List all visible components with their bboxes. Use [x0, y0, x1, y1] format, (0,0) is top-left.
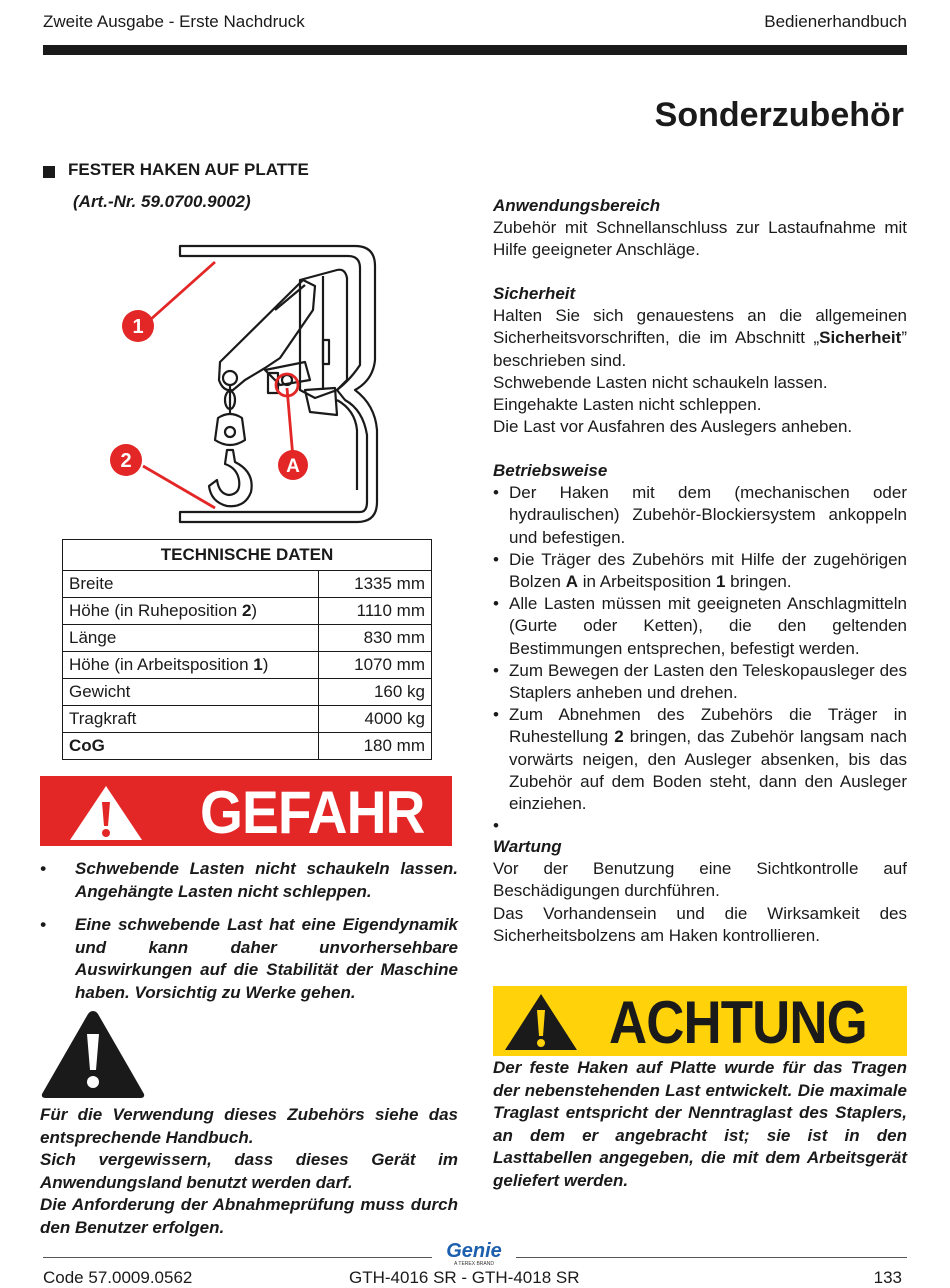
table-value: 4000 kg — [319, 706, 432, 733]
list-item: • Schwebende Lasten nicht schaukeln lassen. Angehängte Lasten nicht schleppen. — [40, 859, 458, 901]
header-rule — [43, 45, 907, 55]
callout-a-icon — [278, 450, 308, 480]
section-wartung — [493, 836, 907, 947]
text-line: Vor der Benutzung eine Sichtkontrolle auf Beschädigungen durchführen. — [493, 859, 907, 901]
table-row: Länge 830 mm — [63, 625, 432, 652]
warning-note: Sich vergewissern, dass dieses Gerät im Anwendungsland benutzt werden darf. — [40, 1150, 458, 1192]
text-line: Die Last vor Ausfahren des Auslegers anheben. — [493, 417, 853, 437]
table-value: 160 kg — [319, 679, 432, 706]
caution-banner — [493, 986, 907, 1056]
table-row: Gewicht 160 kg — [63, 679, 432, 706]
callout-1: 1 — [132, 316, 144, 338]
table-row: Breite 1335 mm — [63, 571, 432, 598]
table-row: Höhe (in Ruheposition 2) 1110 mm — [63, 598, 432, 625]
list-item: • Zum Abnehmen des Zubehörs die Träger in Ruhestellung 2 bringen, das Zubehör langsam nach vorwärts neigen, den Ausleger absenken, bis das Zubehör auf dem Boden steht, dann den Ausleger einziehen. — [493, 704, 907, 815]
heading-betrieb: Betriebsweise — [493, 461, 608, 480]
table-value: 1070 mm — [319, 652, 432, 679]
article-number: (Art.-Nr. 59.0700.9002) — [73, 192, 251, 211]
warning-triangle-icon — [68, 784, 144, 842]
table-row: Tragkraft 4000 kg — [63, 706, 432, 733]
page-title: Sonderzubehör — [654, 96, 904, 134]
section-sicherheit — [493, 283, 907, 438]
list-item: • Zum Bewegen der Lasten den Teleskopausleger des Staplers anheben und drehen. — [493, 660, 907, 704]
logo-text: Genie — [446, 1240, 502, 1262]
table-row: Höhe (in Arbeitsposition 1) 1070 mm — [63, 652, 432, 679]
logo-subtext: A TEREX BRAND — [454, 1261, 494, 1267]
brand-logo — [432, 1240, 516, 1266]
section-betrieb — [493, 460, 907, 837]
text-sicherheit: Halten Sie sich genauestens an die allgemeinen Sicherheitsvorschriften, die im Abschnitt „Sicherheit” beschrieben sind. — [493, 306, 907, 370]
callout-2-icon — [110, 444, 142, 476]
heading-anwendung: Anwendungsbereich — [493, 196, 661, 215]
section-anwendung — [493, 195, 907, 262]
danger-bullets — [40, 858, 458, 1015]
danger-banner — [40, 776, 452, 846]
table-row: CoG 180 mm — [63, 733, 432, 760]
section-bullet-icon — [43, 166, 55, 178]
list-item: • Die Träger des Zubehörs mit Hilfe der zugehörigen Bolzen A in Arbeitsposition 1 bringen. — [493, 549, 907, 593]
tech-table-title: TECHNISCHE DATEN — [63, 540, 432, 571]
warning-note: Die Anforderung der Abnahmeprüfung muss durch den Benutzer erfolgen. — [40, 1195, 458, 1237]
warning-triangle-icon — [503, 992, 579, 1052]
hook-diagram — [105, 240, 385, 530]
tech-data-table — [62, 539, 432, 760]
empty-bullet — [493, 815, 907, 837]
warning-triangle-icon — [40, 1008, 146, 1100]
hook-outline — [209, 450, 252, 506]
callout-a: A — [286, 456, 300, 477]
header-manual: Bedienerhandbuch — [764, 12, 907, 31]
warning-note: Für die Verwendung dieses Zubehörs siehe das entsprechende Handbuch. — [40, 1105, 458, 1147]
table-value: 180 mm — [319, 733, 432, 760]
danger-title: GEFAHR — [200, 779, 425, 846]
page-number: 133 — [873, 1268, 902, 1287]
callout-2: 2 — [120, 450, 132, 472]
heading-sicherheit: Sicherheit — [493, 284, 576, 303]
callout-1-icon — [122, 310, 154, 342]
list-item: • Eine schwebende Last hat eine Eigendynamik und kann daher unvorhersehbare Auswirkungen auf die Stabilität der Maschine haben. Vorsichtig zu Werke gehen. — [40, 915, 458, 1002]
table-value: 830 mm — [319, 625, 432, 652]
section-title: FESTER HAKEN AUF PLATTE — [68, 160, 309, 179]
list-item: • Alle Lasten müssen mit geeigneten Anschlagmitteln (Gurte oder Ketten), die den geltenden Bestimmungen entsprechen, befestigt werden. — [493, 593, 907, 660]
footer-model: GTH-4016 SR - GTH-4018 SR — [349, 1268, 580, 1287]
list-item: • Der Haken mit dem (mechanischen oder hydraulischen) Zubehör-Blockiersystem ankoppeln und befestigen. — [493, 482, 907, 549]
text-line: Schwebende Lasten nicht schaukeln lassen. — [493, 372, 828, 392]
heading-wartung: Wartung — [493, 837, 562, 856]
text-line: Das Vorhandensein und die Wirksamkeit des Sicherheitsbolzens am Haken kontrollieren. — [493, 903, 907, 945]
text-line: Eingehakte Lasten nicht schleppen. — [493, 395, 762, 415]
table-value: 1110 mm — [319, 598, 432, 625]
warning-notes — [40, 1104, 458, 1239]
header-edition: Zweite Ausgabe - Erste Nachdruck — [43, 12, 305, 31]
caution-text: Der feste Haken auf Platte wurde für das Tragen der nebenstehenden Last entwickelt. Die maximale Traglast entspricht der Nenntraglast des Staplers, an dem er angebracht ist; sie ist in den Lasttabellen angegeben, die mit dem Arbeitsgerät geliefert werden. — [493, 1058, 907, 1190]
caution-title: ACHTUNG — [609, 989, 867, 1056]
text-anwendung: Zubehör mit Schnellanschluss zur Lastaufnahme mit Hilfe geeigneter Anschläge. — [493, 218, 907, 260]
footer-code: Code 57.0009.0562 — [43, 1268, 193, 1287]
table-value: 1335 mm — [319, 571, 432, 598]
